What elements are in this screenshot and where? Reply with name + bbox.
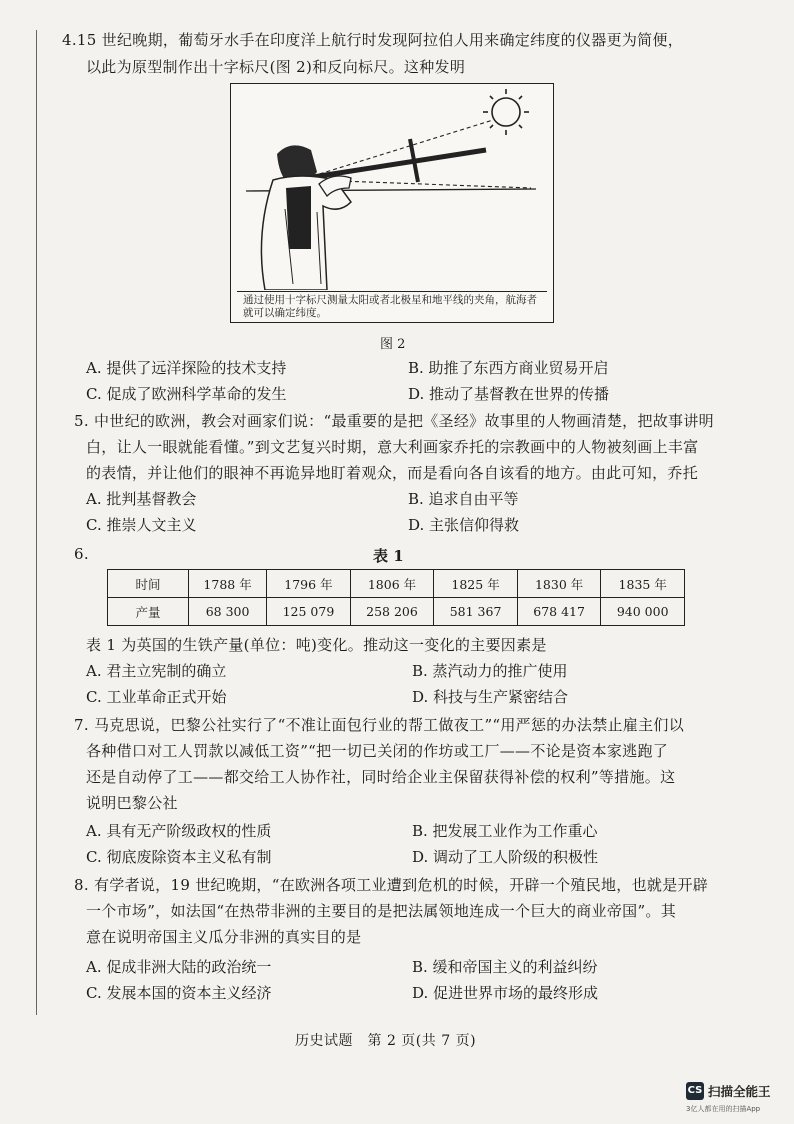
left-margin-line [36,30,37,1015]
row-label-time: 时间 [108,570,189,598]
q4-option-b: B. 助推了东西方商业贸易开启 [408,359,609,377]
q4-stem-line1: 4.15 世纪晚期，葡萄牙水手在印度洋上航行时发现阿拉伯人用来确定纬度的仪器更为简便， [62,31,684,49]
q5-stem-line1: 5. 中世纪的欧洲，教会对画家们说：“最重要的是把《圣经》故事里的人物画清楚，把故事讲明 [74,412,714,430]
q5-stem-line3: 的表情，并让他们的眼神不再诡异地盯着观众，而是看向各自该看的地方。由此可知，乔托 [86,464,699,482]
sun-icon [483,89,529,135]
q8-option-d: D. 促进世界市场的最终形成 [412,984,599,1002]
q7-stem-line2: 各种借口对工人罚款以减低工资”“把一切已关闭的作坊或工厂——不论是资本家逃跑了 [86,742,669,760]
q4-option-c: C. 促成了欧洲科学革命的发生 [86,385,287,403]
q4-stem-line2: 以此为原型制作出十字标尺(图 2)和反向标尺。这种发明 [86,58,466,76]
q6-stem: 表 1 为英国的生铁产量(单位：吨)变化。推动这一变化的主要因素是 [86,636,547,654]
output-cell: 940 000 [601,598,685,626]
year-cell: 1830 年 [517,570,601,598]
output-cell: 68 300 [189,598,267,626]
q7-option-a: A. 具有无产阶级政权的性质 [86,822,272,840]
output-cell: 125 079 [267,598,351,626]
q8-option-b: B. 缓和帝国主义的利益纠纷 [412,958,598,976]
q4-option-d: D. 推动了基督教在世界的传播 [408,385,610,403]
scanner-app-tagline: 3亿人都在用的扫描App [686,1105,761,1113]
navigator-figure [261,145,351,290]
iron-output-table [107,569,685,626]
q7-stem-line3: 还是自动停了工——都交给工人协作社，同时给企业主保留获得补偿的权利”等措施。这 [86,768,676,786]
cross-staff-illustration [231,84,553,290]
year-cell: 1806 年 [350,570,434,598]
q5-stem-line2: 白，让人一眼就能看懂。”到文艺复兴时期，意大利画家乔托的宗教画中的人物被刻画上丰富 [86,438,699,456]
scanner-app-name: 扫描全能王 [708,1084,771,1099]
q8-option-a: A. 促成非洲大陆的政治统一 [86,958,272,976]
figure-label: 图 2 [380,337,406,352]
q5-option-b: B. 追求自由平等 [408,490,519,508]
q4-option-a: A. 提供了远洋探险的技术支持 [86,359,287,377]
page-footer: 历史试题 第 2 页(共 7 页) [295,1033,477,1049]
q6-option-a: A. 君主立宪制的确立 [86,662,227,680]
figure-cross-staff [230,83,554,323]
q5-option-c: C. 推崇人文主义 [86,516,197,534]
q8-stem-line3: 意在说明帝国主义瓜分非洲的真实目的是 [86,928,362,946]
q8-stem-line1: 8. 有学者说，19 世纪晚期，“在欧洲各项工业遭到危机的时候，开辟一个殖民地，也就是开辟 [74,876,709,894]
q7-option-b: B. 把发展工业作为工作重心 [412,822,598,840]
q7-option-d: D. 调动了工人阶级的积极性 [412,848,599,866]
output-cell: 258 206 [350,598,434,626]
q7-option-c: C. 彻底废除资本主义私有制 [86,848,272,866]
q8-option-c: C. 发展本国的资本主义经济 [86,984,272,1002]
q6-option-d: D. 科技与生产紧密结合 [412,688,569,706]
year-cell: 1825 年 [434,570,518,598]
q5-option-a: A. 批判基督教会 [86,490,197,508]
q6-number: 6. [74,545,89,563]
table-row-years [108,570,685,598]
q7-stem-line1: 7. 马克思说，巴黎公社实行了“不准让面包行业的帮工做夜工”“用严惩的办法禁止雇主们以 [74,716,684,734]
q5-option-d: D. 主张信仰得救 [408,516,520,534]
figure-caption: 通过使用十字标尺测量太阳或者北极星和地平线的夹角，航海者就可以确定纬度。 [237,291,547,319]
table-title: 表 1 [373,547,404,565]
scanner-app-icon: CS [686,1082,704,1100]
year-cell: 1788 年 [189,570,267,598]
output-cell: 581 367 [434,598,518,626]
output-cell: 678 417 [517,598,601,626]
year-cell: 1835 年 [601,570,685,598]
q8-stem-line2: 一个市场”，如法国“在热带非洲的主要目的是把法属领地连成一个巨大的商业帝国”。其 [86,902,677,920]
q6-option-c: C. 工业革命正式开始 [86,688,227,706]
q6-option-b: B. 蒸汽动力的推广使用 [412,662,568,680]
table-row-output [108,598,685,626]
row-label-output: 产量 [108,598,189,626]
year-cell: 1796 年 [267,570,351,598]
q7-stem-line4: 说明巴黎公社 [86,794,178,812]
